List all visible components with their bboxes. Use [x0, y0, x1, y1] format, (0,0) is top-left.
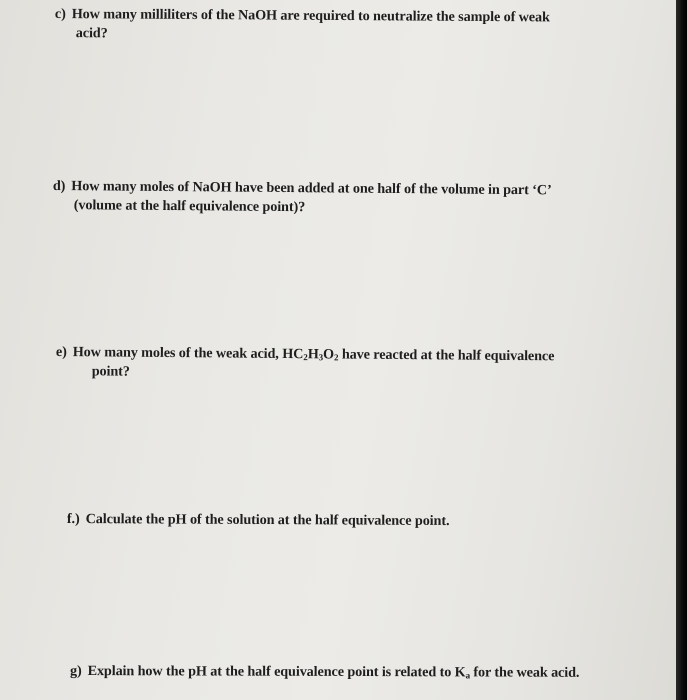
- question-d-line1: How many moles of NaOH have been added at one half of the volume in part ‘C’: [71, 178, 552, 199]
- formula-mid-2: O: [323, 346, 335, 363]
- formula-sub-3: 2: [333, 352, 339, 363]
- question-g: [70, 662, 579, 683]
- formula-sub-2: 3: [318, 352, 324, 363]
- question-f-text: Calculate the pH of the solution at the half equivalence point.: [85, 511, 450, 530]
- question-c-label: c): [54, 5, 66, 23]
- ka-subscript: a: [465, 670, 471, 681]
- question-c-line1: How many milliliters of the NaOH are required to neutralize the sample of weak: [71, 6, 550, 26]
- question-e-label: e): [55, 343, 67, 361]
- question-e-line1-start: How many moles of the weak acid, HC: [72, 344, 304, 363]
- question-g-label: g): [69, 663, 82, 680]
- question-d-line2: (volume at the half equivalence point)?: [73, 197, 306, 216]
- question-e: [56, 343, 555, 385]
- question-f: [67, 510, 450, 531]
- question-e-line2: point?: [91, 363, 130, 380]
- question-c: [55, 5, 550, 46]
- question-g-text-start: Explain how the pH at the half equivalence point is related to K: [87, 663, 466, 681]
- formula-sub-1: 2: [303, 352, 308, 363]
- question-f-label: f.): [66, 511, 80, 528]
- page-edge-shadow: [676, 0, 687, 700]
- question-d-label: d): [52, 177, 66, 195]
- question-c-line2: acid?: [75, 25, 108, 42]
- question-e-line1-end: have reacted at the half equivalence: [338, 346, 555, 365]
- formula-mid-1: H: [307, 346, 319, 363]
- question-g-text-end: for the weak acid.: [469, 664, 580, 681]
- question-d: [53, 177, 552, 219]
